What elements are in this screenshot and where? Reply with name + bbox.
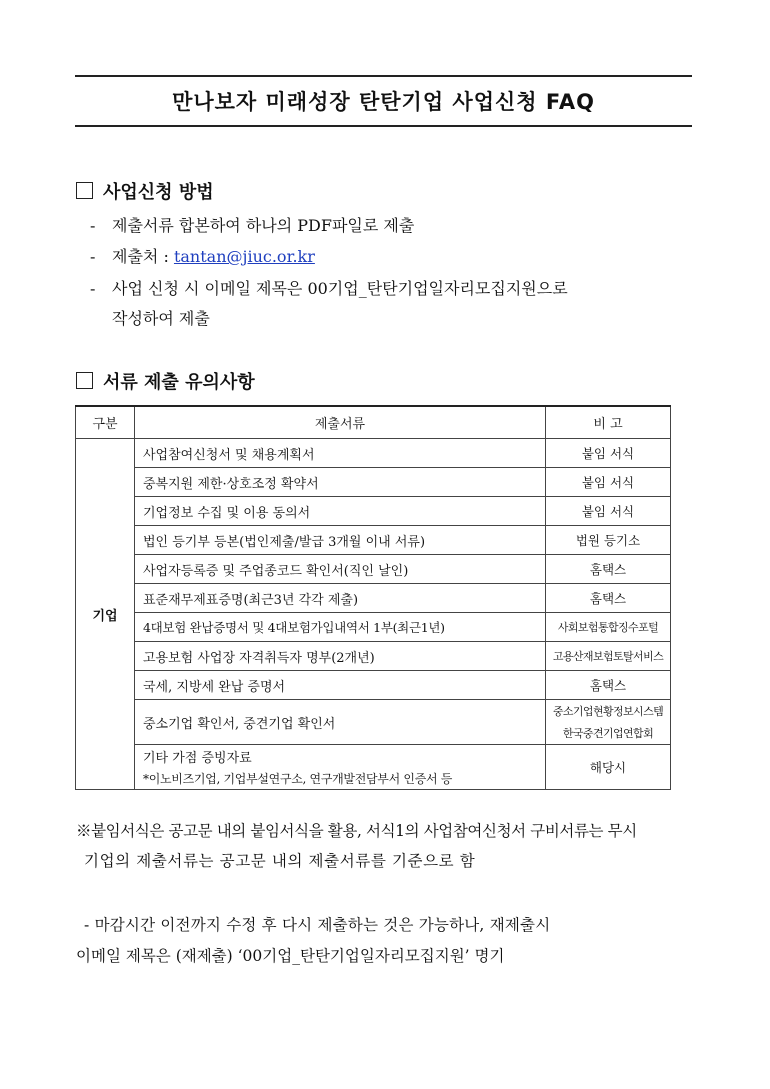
bullet-text: 사업 신청 시 이메일 제목은 00기업_탄탄기업일자리모집지원으로: [112, 279, 568, 298]
column-header-remarks: 비 고: [546, 406, 671, 439]
dash-icon: -: [90, 247, 96, 266]
email-link[interactable]: tantan@jiuc.or.kr: [173, 247, 315, 266]
table-row: [76, 700, 671, 745]
document-cell: 중소기업 확인서, 중견기업 확인서: [135, 700, 546, 745]
table-row: [76, 613, 671, 642]
bullet-text: 제출서류 합본하여 하나의 PDF파일로 제출: [112, 216, 415, 235]
category-cell: 기업: [76, 439, 135, 790]
section-heading-application-method: [76, 178, 214, 204]
remark-cell: 법원 등기소: [546, 526, 671, 555]
column-header-category: 구분: [76, 406, 135, 439]
page-title: [75, 75, 692, 127]
resubmit-note-line: 이메일 제목은 (재제출) ‘00기업_탄탄기업일자리모집지원’ 명기: [76, 947, 505, 965]
remark-cell: 홈택스: [546, 671, 671, 700]
bullet-continuation: 작성하여 제출: [112, 309, 210, 328]
table-row: [76, 497, 671, 526]
table-row: [76, 555, 671, 584]
table-row: [76, 439, 671, 468]
table-row: [76, 468, 671, 497]
section-heading-text: 사업신청 방법: [103, 182, 214, 203]
remark-cell: [546, 700, 671, 745]
document-cell: 기업정보 수집 및 이용 동의서: [135, 497, 546, 526]
table-row: [76, 584, 671, 613]
remark-cell: 고용산재보험토탈서비스: [546, 642, 671, 671]
checkbox-square-icon: [76, 372, 93, 389]
document-cell: 4대보험 완납증명서 및 4대보험가입내역서 1부(최근1년): [135, 613, 546, 642]
attachment-note-line: ※붙임서식은 공고문 내의 붙임서식을 활용, 서식1의 사업참여신청서 구비서류는 무시: [76, 822, 637, 840]
table-row: [76, 642, 671, 671]
document-cell: 고용보험 사업장 자격취득자 명부(2개년): [135, 642, 546, 671]
document-cell: [135, 745, 546, 790]
table-header-row: [76, 406, 671, 439]
section-heading-document-notes: [76, 368, 255, 394]
remark-line: 한국중견기업연합회: [562, 727, 654, 740]
section-heading-text: 서류 제출 유의사항: [103, 372, 255, 393]
remark-cell: 붙임 서식: [546, 439, 671, 468]
page-title-text: 만나보자 미래성장 탄탄기업 사업신청 FAQ: [172, 90, 595, 114]
attachment-note-line: 기업의 제출서류는 공고문 내의 제출서류를 기준으로 함: [84, 852, 476, 870]
document-cell: 사업참여신청서 및 채용계획서: [135, 439, 546, 468]
bullet-item: [90, 276, 568, 299]
document-cell: 표준재무제표증명(최근3년 각각 제출): [135, 584, 546, 613]
dash-icon: -: [90, 216, 96, 235]
remark-cell: 붙임 서식: [546, 497, 671, 526]
bullet-item: [90, 244, 315, 267]
table-row: [76, 526, 671, 555]
document-main-text: 기타 가점 증빙자료: [143, 751, 252, 766]
document-cell: 법인 등기부 등본(법인제출/발급 3개월 이내 서류): [135, 526, 546, 555]
remark-cell: 홈택스: [546, 584, 671, 613]
remark-line: 중소기업현황정보시스템: [552, 705, 664, 718]
document-cell: 중복지원 제한·상호조정 확약서: [135, 468, 546, 497]
dash-icon: -: [90, 279, 96, 298]
bullet-item: [90, 213, 414, 236]
remark-cell: 해당시: [546, 745, 671, 790]
document-cell: 사업자등록증 및 주업종코드 확인서(직인 날인): [135, 555, 546, 584]
document-cell: 국세, 지방세 완납 증명서: [135, 671, 546, 700]
column-header-documents: 제출서류: [135, 406, 546, 439]
table-row: [76, 745, 671, 790]
checkbox-square-icon: [76, 182, 93, 199]
remark-cell: 붙임 서식: [546, 468, 671, 497]
remark-cell: 사회보험통합징수포털: [546, 613, 671, 642]
remark-cell: 홈택스: [546, 555, 671, 584]
bullet-text: 제출처 :: [112, 247, 169, 266]
resubmit-note-line: - 마감시간 이전까지 수정 후 다시 제출하는 것은 가능하나, 재제출시: [84, 916, 551, 934]
table-row: [76, 671, 671, 700]
documents-table: [75, 405, 671, 790]
document-sub-text: *이노비즈기업, 기업부설연구소, 연구개발전담부서 인증서 등: [143, 772, 453, 786]
